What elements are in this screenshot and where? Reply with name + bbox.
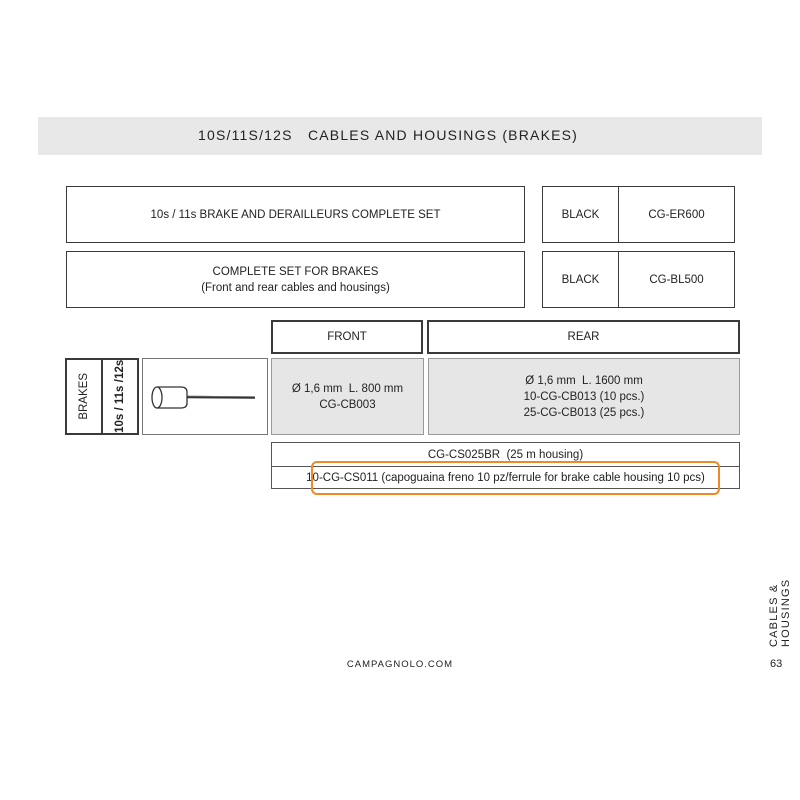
cable-illustration-cell — [142, 358, 268, 435]
brakes-label-cell — [65, 358, 103, 435]
brake-cable-icon — [143, 359, 267, 434]
set-color-brakes — [542, 251, 619, 308]
set-description-brakes — [66, 251, 525, 308]
speeds-cell — [101, 358, 139, 435]
section-label-text: CABLES & HOUSINGS — [768, 578, 792, 647]
set-color-text: BLACK — [561, 208, 600, 221]
front-header — [271, 320, 423, 354]
speeds-line2: 12s — [114, 360, 126, 380]
rear-cable-spec: Ø 1,6 mm L. 1600 mm — [525, 374, 643, 387]
front-cable-spec: Ø 1,6 mm L. 800 mm — [291, 382, 404, 395]
set-code-brakes — [618, 251, 735, 308]
speeds-line1: 10s / 11s / — [114, 379, 126, 433]
set-code-text: CG-ER600 — [648, 208, 705, 221]
set-description-line2: (Front and rear cables and housings) — [201, 281, 390, 294]
set-description-line1: COMPLETE SET FOR BRAKES — [212, 265, 379, 278]
front-cable-cell — [271, 358, 424, 435]
set-code-text: CG-BL500 — [649, 273, 704, 286]
housing-text: CG-CS025BR (25 m housing) — [427, 448, 584, 461]
rear-header — [427, 320, 740, 354]
set-description-text: 10s / 11s BRAKE AND DERAILLEURS COMPLETE SET — [150, 208, 441, 221]
brakes-label: BRAKES — [78, 373, 90, 420]
set-color-complete — [542, 186, 619, 243]
set-description-complete — [66, 186, 525, 243]
front-header-text: FRONT — [327, 331, 367, 343]
ferrule-text: 10-CG-CS011 (capoguaina freno 10 pz/ferrule for brake cable housing 10 pcs) — [306, 471, 705, 484]
footer-website: CAMPAGNOLO.COM — [346, 659, 454, 670]
page-number: 63 — [770, 658, 783, 670]
rear-cable-code-10: 10-CG-CB013 (10 pcs.) — [523, 390, 645, 403]
page-title: 10S/11S/12S CABLES AND HOUSINGS (BRAKES) — [198, 127, 579, 143]
rear-header-text: REAR — [567, 331, 600, 343]
front-cable-code: CG-CB003 — [319, 398, 376, 411]
rear-cable-code-25: 25-CG-CB013 (25 pcs.) — [523, 406, 645, 419]
set-code-complete — [618, 186, 735, 243]
highlight-box — [311, 461, 720, 495]
section-side-label — [766, 537, 794, 647]
rear-cable-cell — [428, 358, 740, 435]
set-color-text: BLACK — [561, 273, 600, 286]
